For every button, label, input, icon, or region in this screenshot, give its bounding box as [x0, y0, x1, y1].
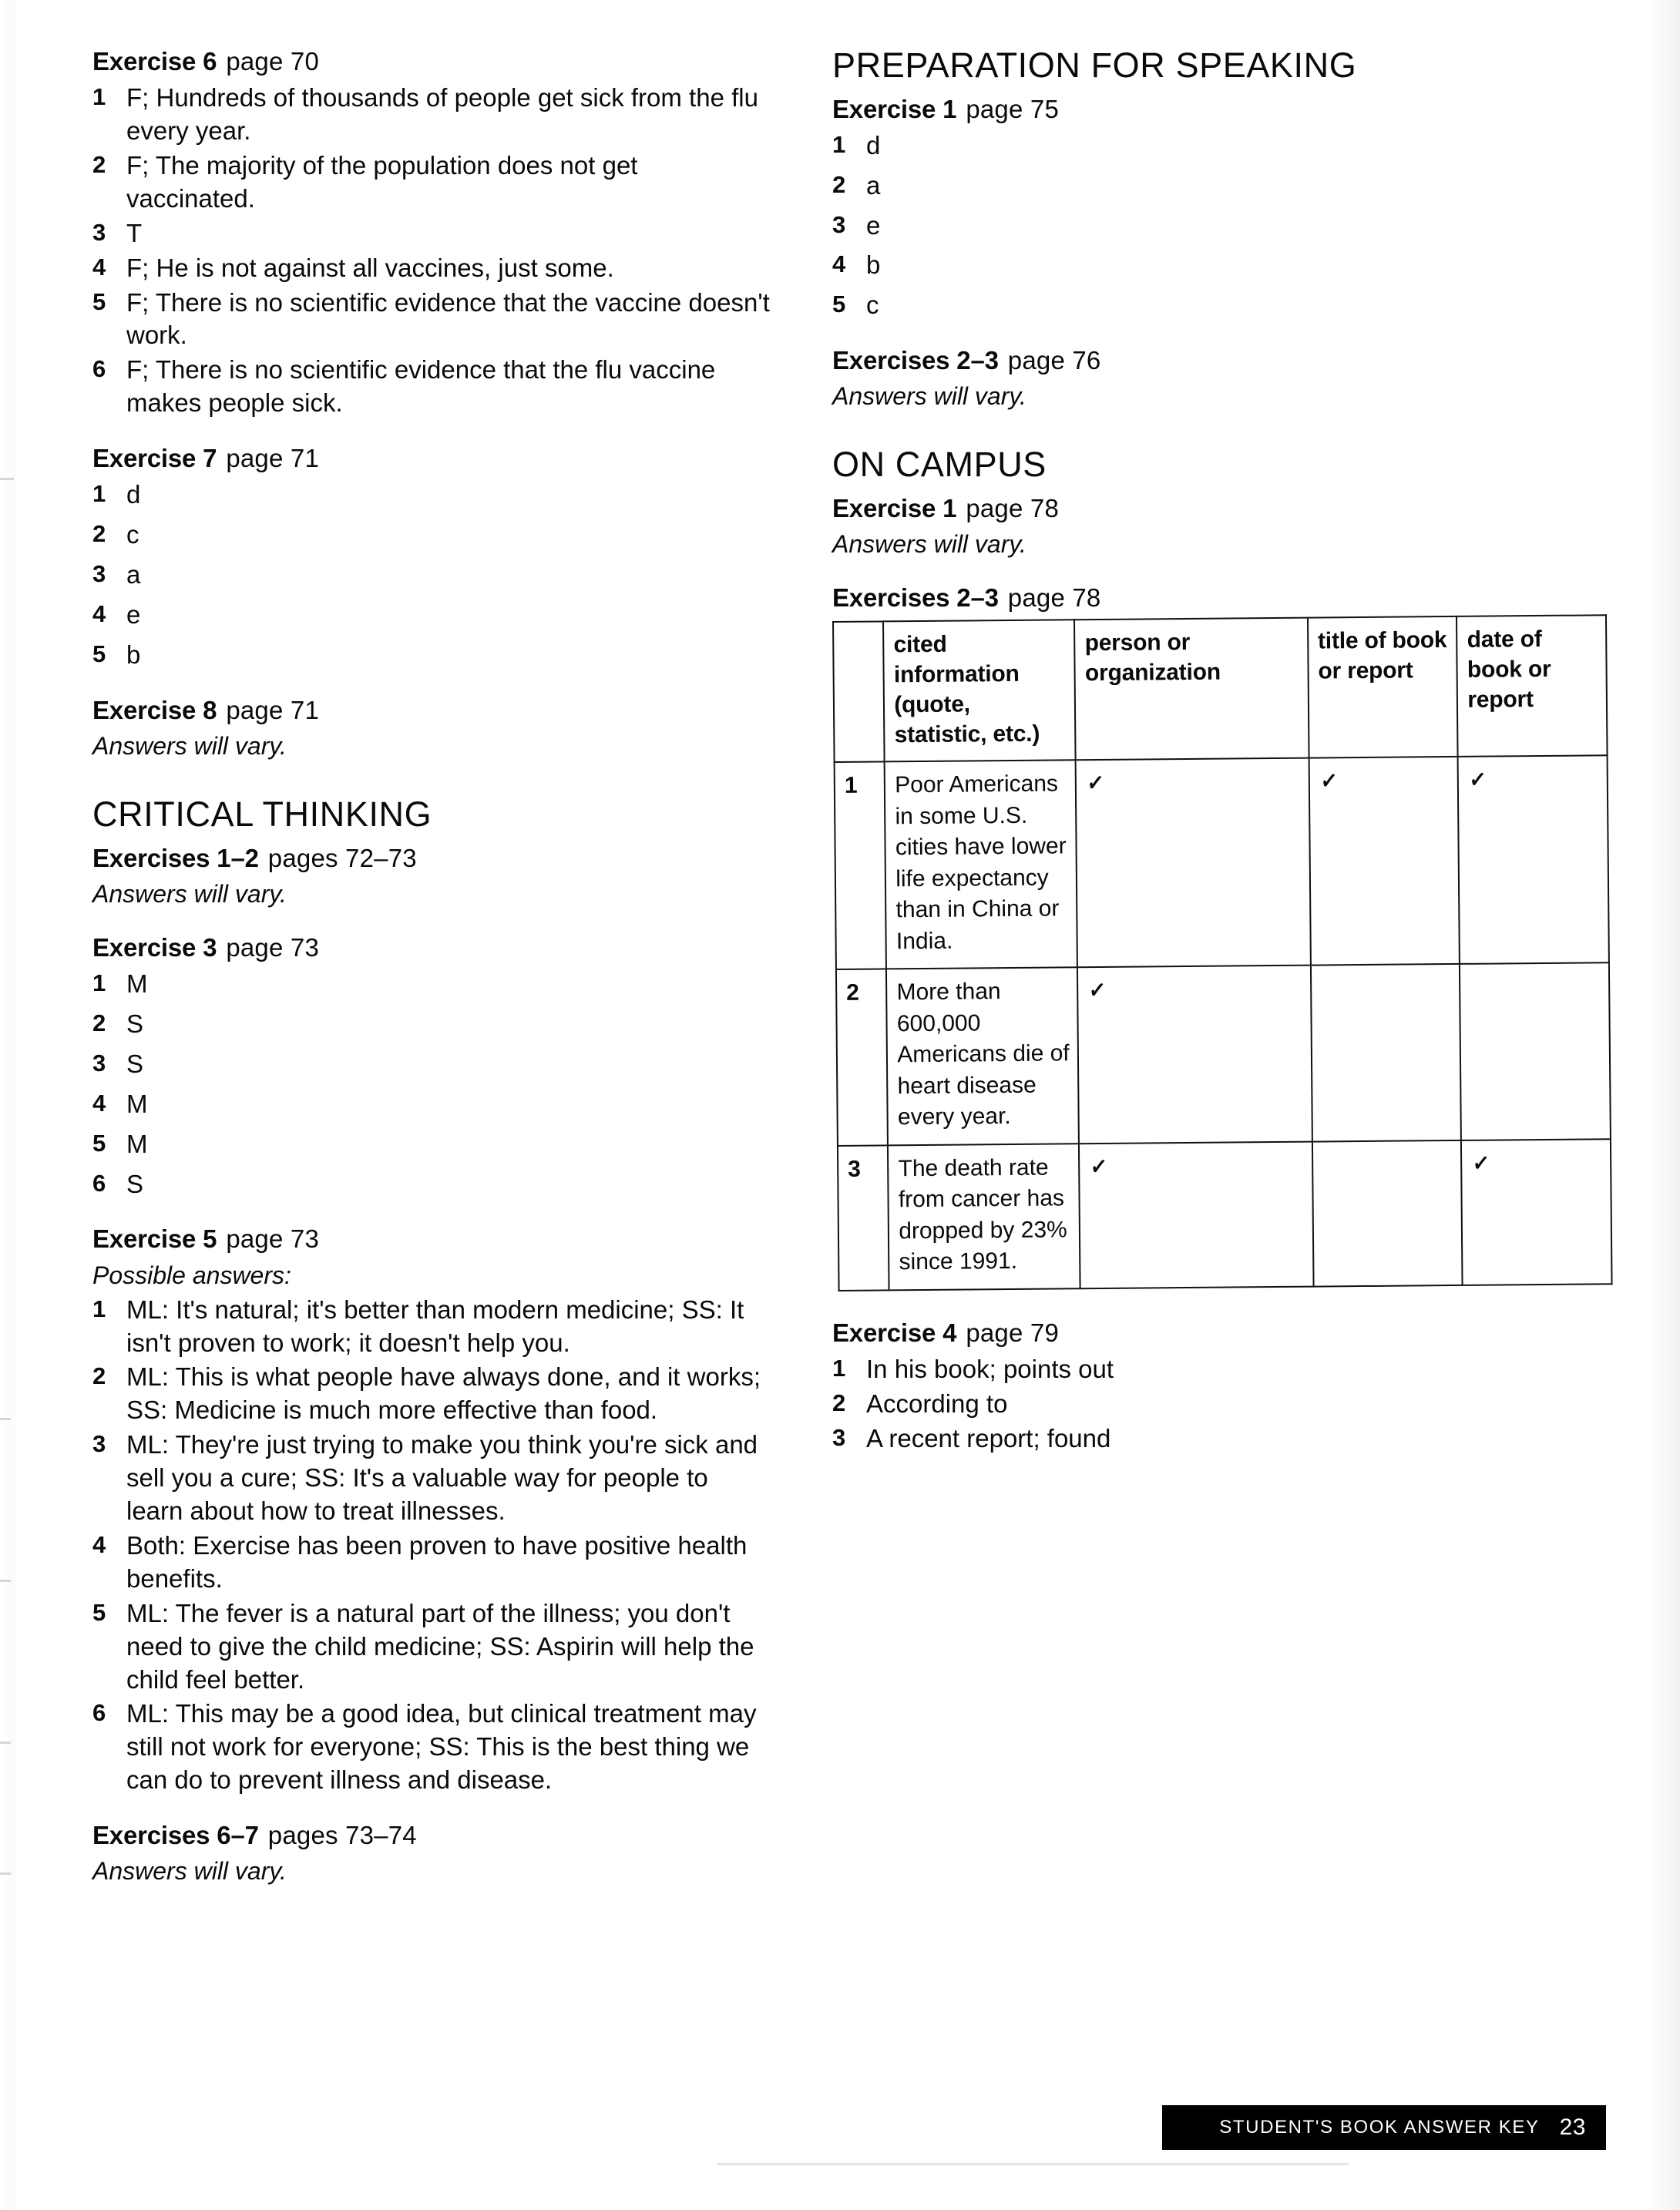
list-item	[832, 249, 1611, 282]
item-number: 4	[92, 1089, 106, 1117]
item-number: 1	[832, 1355, 846, 1382]
item-text: S	[126, 1049, 144, 1078]
item-text: S	[126, 1169, 144, 1198]
item-number: 3	[92, 560, 106, 588]
item-number: 3	[832, 1423, 846, 1451]
person-check-cell	[1079, 1142, 1313, 1289]
title-check-cell	[1311, 964, 1462, 1141]
item-number: 3	[92, 218, 106, 246]
list-item	[832, 289, 1611, 322]
item-text: F; The majority of the population does not get vaccinated.	[126, 151, 638, 213]
list-item	[832, 1422, 1611, 1456]
item-number: 6	[92, 1699, 106, 1727]
item-text: a	[126, 560, 141, 589]
exercise-page: page 71	[226, 695, 319, 724]
item-text: F; There is no scientific evidence that the flu vaccine makes people sick.	[126, 355, 716, 418]
title-check-cell	[1312, 1140, 1463, 1287]
list-item	[92, 479, 771, 512]
exercise-page: page 75	[966, 94, 1059, 123]
footer-rule	[717, 2163, 1349, 2165]
date-check-cell	[1460, 963, 1611, 1140]
scan-artifact	[0, 1872, 11, 1875]
item-text: ML: The fever is a natural part of the illness; you don't need to give the child medicine; SS: Aspirin will help the child feel better.	[126, 1598, 754, 1694]
item-text: d	[866, 130, 881, 160]
item-text: e	[866, 210, 881, 240]
item-text: A recent report; found	[866, 1423, 1111, 1453]
date-check-cell	[1461, 1139, 1611, 1285]
exercise-heading-campus-4	[832, 1318, 1611, 1349]
exercise-page: page 78	[966, 493, 1059, 522]
item-number: 3	[92, 1430, 106, 1458]
list-item	[92, 639, 771, 672]
list-item	[92, 217, 771, 250]
section-heading-on-campus: ON CAMPUS	[832, 445, 1047, 485]
table-row	[835, 756, 1609, 970]
table-row	[836, 963, 1611, 1146]
exercise-label: Exercise 5	[92, 1224, 217, 1254]
exercise-heading-3	[92, 932, 771, 963]
scan-artifact	[0, 1580, 11, 1582]
item-text: Both: Exercise has been proven to have positive health benefits.	[126, 1530, 748, 1593]
exercise-heading-6	[92, 46, 771, 77]
item-text: ML: It's natural; it's better than modern medicine; SS: It isn't proven to work; it doesn't help you.	[126, 1295, 744, 1357]
list-item	[832, 1353, 1611, 1386]
item-text: a	[866, 170, 881, 200]
exercise-heading-7	[92, 443, 771, 474]
answers-will-vary-note: Answers will vary.	[92, 879, 287, 908]
scan-artifact	[0, 1418, 11, 1420]
exercise-page: page 79	[966, 1318, 1059, 1347]
exercise-heading-campus-1	[832, 493, 1611, 524]
item-number: 3	[92, 1049, 106, 1076]
list-item	[832, 129, 1611, 163]
list-item	[92, 1088, 771, 1121]
list-item	[832, 210, 1611, 243]
exercise-label: Exercises 6–7	[92, 1821, 259, 1850]
list-item	[92, 1128, 771, 1161]
exercise-page: page 70	[226, 47, 319, 76]
item-number: 4	[92, 1530, 106, 1558]
footer-badge	[1162, 2105, 1606, 2150]
exercise-heading-campus-2-3	[832, 583, 1611, 613]
item-number: 2	[92, 1009, 106, 1036]
section-heading-preparation-for-speaking: PREPARATION FOR SPEAKING	[832, 45, 1357, 85]
list-item	[92, 1597, 771, 1697]
list-item	[92, 1294, 771, 1360]
exercise-label: Exercises 1–2	[92, 843, 259, 872]
exercise-heading-speaking-1	[832, 94, 1611, 125]
item-number: 4	[92, 600, 106, 628]
exercise-heading-8	[92, 695, 771, 726]
item-number: 1	[92, 480, 106, 508]
item-text: c	[126, 520, 139, 549]
answer-list-exercise-3	[92, 968, 771, 1201]
exercise-page: page 73	[226, 932, 319, 962]
list-item	[92, 149, 771, 216]
answer-list-speaking-exercise-1	[832, 129, 1611, 322]
row-index: 3	[838, 1145, 889, 1291]
item-text: b	[866, 250, 881, 280]
exercise-page: page 78	[1007, 583, 1101, 613]
answers-will-vary-note: Answers will vary.	[92, 1857, 287, 1886]
scan-edge-right	[1649, 0, 1680, 2210]
cited-information-cell: More than 600,000 Americans die of heart disease every year.	[886, 968, 1079, 1146]
exercise-label: Exercise 6	[92, 47, 217, 76]
item-text: e	[126, 600, 141, 630]
item-number: 5	[92, 1129, 106, 1157]
section-heading-critical-thinking: CRITICAL THINKING	[92, 794, 432, 835]
list-item	[92, 599, 771, 632]
person-check-cell	[1077, 966, 1312, 1144]
item-text: F; He is not against all vaccines, just some.	[126, 253, 614, 282]
list-item	[832, 1388, 1611, 1421]
answers-will-vary-note: Answers will vary.	[832, 530, 1026, 559]
answers-will-vary-note: Answers will vary.	[832, 382, 1026, 411]
list-item	[92, 519, 771, 552]
table-row	[838, 1139, 1612, 1291]
cited-information-cell: Poor Americans in some U.S. cities have lower life expectancy than in China or India.	[885, 761, 1077, 969]
scan-artifact	[0, 478, 14, 480]
scan-edge-left	[0, 0, 20, 2210]
item-text: ML: This may be a good idea, but clinical treatment may still not work for everyone; SS: This is the best thing we can do to prevent illness and disease.	[126, 1699, 757, 1795]
list-item	[92, 354, 771, 420]
page-number: 23	[1559, 2114, 1586, 2140]
item-text: In his book; points out	[866, 1355, 1114, 1384]
item-text: F; Hundreds of thousands of people get sick from the flu every year.	[126, 83, 758, 146]
column-header-title-of-book-or-report: title of book or report	[1308, 616, 1458, 758]
column-header-person-or-organization: person or organization	[1074, 618, 1309, 761]
item-text: ML: This is what people have always done, and it works; SS: Medicine is much more effective than food.	[126, 1362, 761, 1425]
exercise-heading-speaking-2-3	[832, 345, 1611, 376]
item-number: 4	[92, 253, 106, 280]
possible-answers-note: Possible answers:	[92, 1261, 291, 1289]
item-text: ML: They're just trying to make you think you're sick and sell you a cure; SS: It's a valuable way for people to learn about how to treat illnesses.	[126, 1430, 758, 1526]
row-index: 1	[835, 762, 887, 970]
list-item	[92, 287, 771, 353]
exercise-label: Exercise 1	[832, 493, 957, 522]
list-item	[92, 1429, 771, 1528]
item-text: M	[126, 969, 148, 999]
list-item	[92, 1530, 771, 1596]
check-icon: ✓	[1088, 977, 1107, 1005]
citation-table-wrapper	[832, 615, 1617, 1291]
item-text: S	[126, 1009, 144, 1038]
item-number: 1	[92, 969, 106, 997]
row-index: 2	[836, 969, 888, 1146]
list-item	[92, 1048, 771, 1081]
date-check-cell	[1458, 756, 1609, 965]
list-item	[92, 1008, 771, 1041]
item-text: c	[866, 291, 879, 320]
exercise-label: Exercise 4	[832, 1318, 957, 1347]
check-icon: ✓	[1468, 767, 1487, 794]
exercise-label: Exercise 8	[92, 695, 217, 724]
exercise-heading-1-2	[92, 843, 771, 874]
item-text: F; There is no scientific evidence that the vaccine doesn't work.	[126, 287, 770, 350]
list-item	[92, 968, 771, 1001]
item-text: d	[126, 480, 141, 509]
item-number: 2	[92, 151, 106, 179]
exercise-heading-5	[92, 1224, 771, 1254]
exercise-page: pages 73–74	[267, 1821, 417, 1850]
answer-list-campus-exercise-4	[832, 1353, 1611, 1456]
list-item	[832, 170, 1611, 203]
answer-list-exercise-7	[92, 479, 771, 671]
answer-list-exercise-6	[92, 82, 771, 420]
list-item	[92, 82, 771, 148]
person-check-cell	[1076, 758, 1311, 968]
left-column	[92, 46, 771, 1889]
item-number: 1	[832, 130, 846, 158]
item-number: 5	[832, 291, 846, 318]
item-number: 1	[92, 83, 106, 111]
exercise-label: Exercise 1	[832, 94, 957, 123]
check-icon: ✓	[1472, 1150, 1491, 1177]
exercise-label: Exercises 2–3	[832, 583, 999, 613]
exercise-page: page 73	[226, 1224, 319, 1254]
title-check-cell	[1309, 757, 1460, 966]
exercise-label: Exercise 3	[92, 932, 217, 962]
item-text: According to	[866, 1389, 1008, 1419]
item-number: 5	[92, 640, 106, 667]
check-icon: ✓	[1086, 770, 1105, 798]
list-item	[92, 252, 771, 285]
column-header-date-of-book-or-report: date of book or report	[1457, 616, 1607, 757]
item-number: 1	[92, 1295, 106, 1322]
item-number: 6	[92, 1169, 106, 1197]
exercise-heading-6-7	[92, 1820, 771, 1851]
list-item	[92, 559, 771, 592]
item-text: T	[126, 218, 143, 247]
item-number: 5	[92, 1598, 106, 1626]
item-number: 2	[92, 520, 106, 548]
list-item	[92, 1361, 771, 1427]
item-number: 5	[92, 287, 106, 315]
check-icon: ✓	[1319, 767, 1339, 795]
item-text: M	[126, 1089, 148, 1118]
item-number: 6	[92, 355, 106, 383]
exercise-page: page 71	[226, 444, 319, 473]
item-text: b	[126, 640, 141, 669]
answers-will-vary-note: Answers will vary.	[92, 732, 287, 761]
answer-list-exercise-5	[92, 1294, 771, 1797]
exercise-page: page 76	[1007, 346, 1101, 375]
item-number: 2	[92, 1362, 106, 1390]
list-item	[92, 1698, 771, 1797]
footer-label: STUDENT'S BOOK ANSWER KEY	[1219, 2117, 1540, 2138]
citation-table	[832, 615, 1613, 1291]
column-header-index	[833, 622, 885, 763]
exercise-label: Exercises 2–3	[832, 346, 999, 375]
item-number: 2	[832, 1389, 846, 1417]
item-number: 4	[832, 250, 846, 278]
item-number: 2	[832, 170, 846, 198]
list-item	[92, 1168, 771, 1201]
scan-artifact	[0, 1741, 11, 1744]
exercise-label: Exercise 7	[92, 444, 217, 473]
item-text: M	[126, 1129, 148, 1158]
exercise-page: pages 72–73	[267, 843, 417, 872]
cited-information-cell: The death rate from cancer has dropped by 23% since 1991.	[888, 1144, 1080, 1290]
table-header-row	[833, 616, 1608, 763]
column-header-cited-information: cited information (quote, statistic, etc.)	[883, 620, 1076, 762]
item-number: 3	[832, 210, 846, 238]
check-icon: ✓	[1090, 1153, 1109, 1181]
right-column	[832, 46, 1611, 1457]
